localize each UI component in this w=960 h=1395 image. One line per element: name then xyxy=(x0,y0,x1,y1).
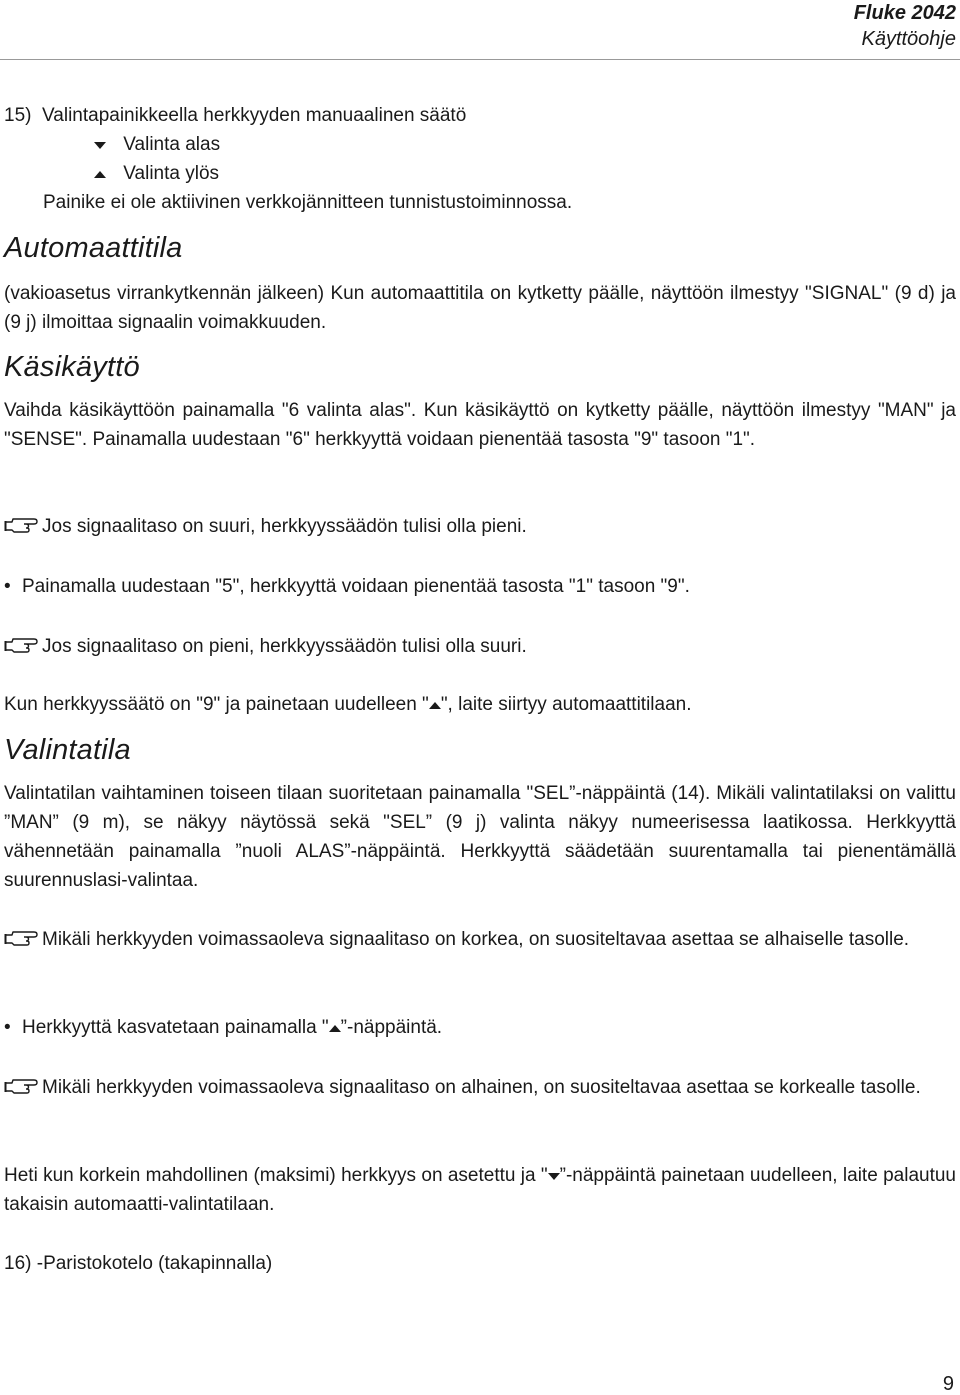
select-down-line xyxy=(94,130,220,159)
triangle-down-icon xyxy=(94,139,106,151)
select-section-text: Valintatilan vaihtaminen toiseen tilaan suoritetaan painamalla "SEL”-näppäintä (14). Mikäli valintatilaksi on valittu ”MAN” (9 m), se näkyy näytössä sekä "SEL” (9 j) valinta näkyy numeerisessa laatikossa. Herkkyyttä vähennetään painamalla ”nuoli ALAS”-näppäintä. Herkkyyttä säädetään suurentamalla tai pienentämällä suurennuslasi-valintaa. xyxy=(4,783,956,891)
triangle-down-icon xyxy=(548,1170,560,1182)
triangle-up-icon xyxy=(329,1022,341,1034)
manual-section-title: Käsikäyttö xyxy=(4,351,140,383)
bullet-mark: • xyxy=(4,576,11,597)
manual-note-2: Jos signaalitaso on pieni, herkkyyssäädön tulisi olla suuri. xyxy=(4,632,956,661)
select-final-text: Heti kun korkein mahdollinen (maksimi) herkkyys on asetettu ja " ”-näppäintä painetaan uudelleen, laite palautuu takaisin automaatti-valintatilaan. xyxy=(4,1165,956,1215)
pointing-hand-icon xyxy=(4,1074,42,1096)
triangle-up-icon xyxy=(94,168,106,180)
select-up-label: Valinta ylös xyxy=(123,163,220,184)
item-15-heading: 15) Valintapainikkeella herkkyyden manuaalinen säätö xyxy=(4,105,467,126)
select-section-title: Valintatila xyxy=(4,734,131,766)
triangle-up-icon xyxy=(429,699,441,711)
pointing-hand-icon xyxy=(4,513,42,535)
select-down-label: Valinta alas xyxy=(123,134,221,155)
item-15-note: Painike ei ole aktiivinen verkkojännitteen tunnistustoiminnossa. xyxy=(43,192,573,213)
bullet-mark: • xyxy=(4,1017,11,1038)
manual-bullet: • Painamalla uudestaan "5", herkkyyttä voidaan pienentää tasosta "1" tasoon "9". xyxy=(4,572,956,601)
manual-note-1: Jos signaalitaso on suuri, herkkyyssäädön tulisi olla pieni. xyxy=(4,512,956,541)
select-up-line xyxy=(94,159,219,188)
select-note-2: Mikäli herkkyyden voimassaoleva signaalitaso on alhainen, on suositeltavaa asettaa se korkealle tasolle. xyxy=(4,1073,956,1102)
manual-section-text: Vaihda käsikäyttöön painamalla "6 valinta alas". Kun käsikäyttö on kytketty päälle, näyttöön ilmestyy "MAN" ja "SENSE". Painamalla uudestaan "6" herkkyyttä voidaan pienentää tasosta "9" tasoon "1". xyxy=(4,400,956,450)
pointing-hand-icon xyxy=(4,926,42,948)
auto-section-title: Automaattitila xyxy=(4,232,183,264)
page-number: 9 xyxy=(942,1373,954,1395)
pointing-hand-icon xyxy=(4,633,42,655)
manual-name: Käyttöohje xyxy=(861,28,956,50)
manual-final-text: Kun herkkyyssäätö on "9" ja painetaan uudelleen " ", laite siirtyy automaattitilaan. xyxy=(4,694,692,715)
product-name: Fluke 2042 xyxy=(853,2,956,24)
page-header xyxy=(854,0,956,52)
auto-section-text: (vakioasetus virrankytkennän jälkeen) Kun automaattitila on kytketty päälle, näyttöön ilmestyy "SIGNAL" (9 d) ja (9 j) ilmoittaa signaalin voimakkuuden. xyxy=(4,283,956,333)
select-note-1: Mikäli herkkyyden voimassaoleva signaalitaso on korkea, on suositeltavaa asettaa se alhaiselle tasolle. xyxy=(4,925,956,954)
header-rule xyxy=(0,59,960,60)
item-16: 16) -Paristokotelo (takapinnalla) xyxy=(4,1253,273,1274)
select-bullet: • Herkkyyttä kasvatetaan painamalla " ”-näppäintä. xyxy=(4,1013,956,1042)
